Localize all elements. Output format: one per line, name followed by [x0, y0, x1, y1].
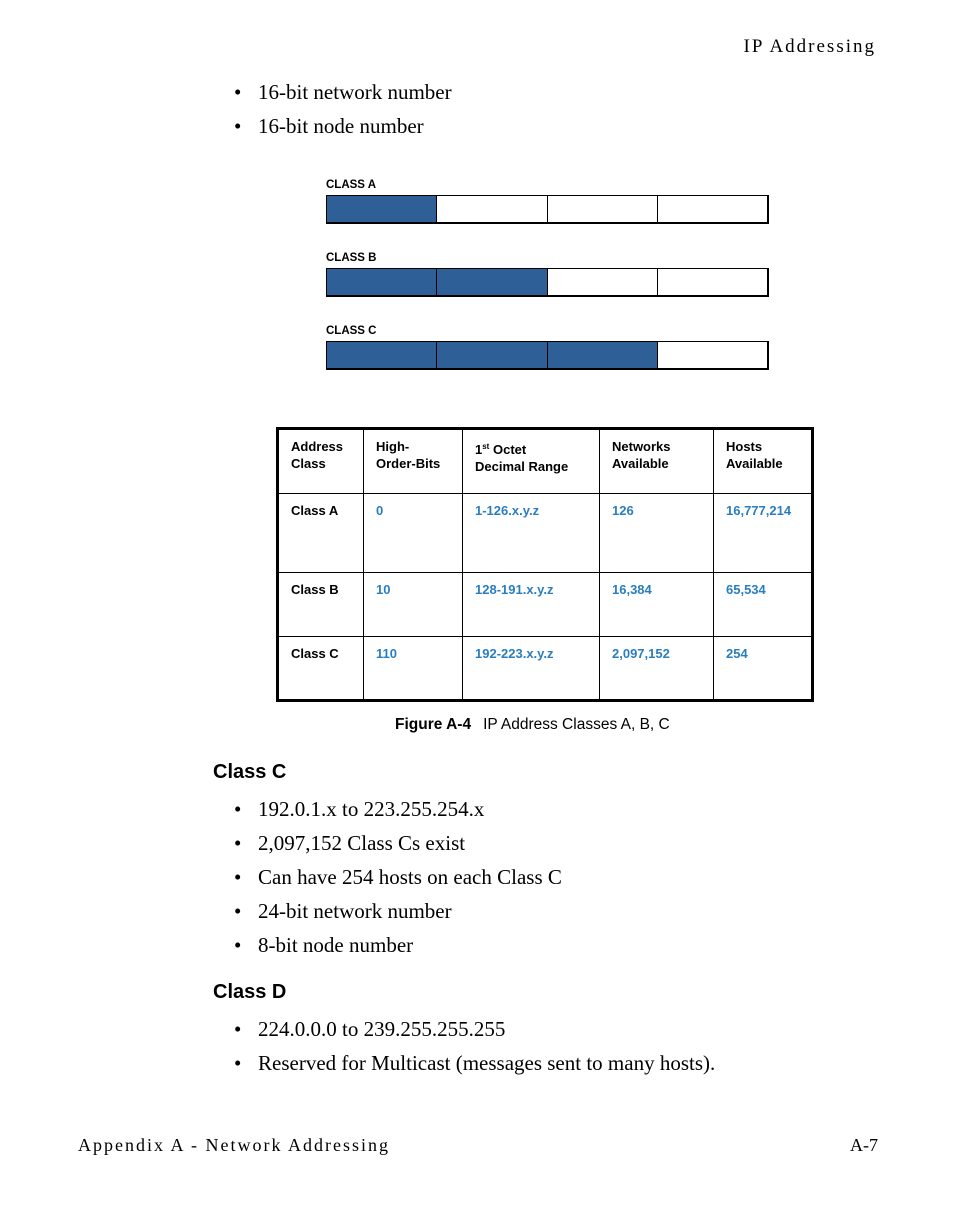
header-line: High- [376, 439, 410, 454]
column-header-high-order-bits [364, 429, 463, 494]
bullet-icon: • [234, 797, 242, 821]
list-item [234, 899, 562, 933]
table-row [278, 637, 813, 701]
list-item-text: 24-bit network number [258, 899, 452, 923]
table-cell-range: 192-223.x.y.z [463, 637, 600, 701]
footer-chapter-title: Appendix A - Network Addressing [78, 1135, 390, 1155]
class-a-label: CLASS A [326, 179, 377, 191]
class-c-bullet-list [234, 797, 562, 967]
octet-row [326, 268, 769, 297]
list-item [234, 1051, 715, 1085]
octet-box [437, 196, 547, 222]
list-item-text: 192.0.1.x to 223.255.254.x [258, 797, 485, 821]
octet-box [327, 196, 437, 222]
table-cell-hosts: 254 [714, 637, 813, 701]
table-cell-networks: 16,384 [600, 573, 714, 637]
table-cell-bits: 110 [364, 637, 463, 701]
list-item [234, 1017, 715, 1051]
bullet-icon: • [234, 114, 242, 138]
header-line: Networks [612, 439, 671, 454]
octet-box [658, 196, 767, 222]
table-cell-networks: 126 [600, 494, 714, 573]
class-d-bullet-list [234, 1017, 715, 1085]
section-heading-class-c: Class C [213, 761, 287, 783]
figure-caption [395, 716, 670, 734]
bullet-icon: • [234, 933, 242, 957]
table-cell-hosts: 16,777,214 [714, 494, 813, 573]
bullet-icon: • [234, 1051, 242, 1075]
table-cell-range: 128-191.x.y.z [463, 573, 600, 637]
octet-row [326, 195, 769, 224]
header-line: Hosts [726, 439, 763, 454]
bullet-icon: • [234, 831, 242, 855]
header-line: 1 [475, 442, 483, 457]
octet-box [658, 342, 767, 368]
header-line: Available [612, 456, 669, 471]
octet-row [326, 341, 769, 370]
list-item-text: 16-bit network number [258, 80, 452, 104]
header-line: Decimal Range [475, 459, 569, 474]
header-line: Order-Bits [376, 456, 441, 471]
bullet-icon: • [234, 899, 242, 923]
class-b-diagram [326, 252, 769, 297]
table-row [278, 573, 813, 637]
table-row [278, 494, 813, 573]
list-item-text: 16-bit node number [258, 114, 424, 138]
superscript: st [482, 442, 490, 451]
figure-caption-text: IP Address Classes A, B, C [483, 716, 670, 733]
bullet-icon: • [234, 865, 242, 889]
header-line: Class [291, 456, 326, 471]
intro-bullet-list [234, 80, 452, 148]
class-a-diagram [326, 179, 769, 224]
figure-number: Figure A-4 [395, 716, 472, 733]
list-item-text: Reserved for Multicast (messages sent to many hosts). [258, 1051, 716, 1075]
table-cell-hosts: 65,534 [714, 573, 813, 637]
footer-page-number: A-7 [850, 1135, 878, 1155]
list-item [234, 797, 562, 831]
header-line: Address [291, 439, 344, 454]
table-cell-bits: 10 [364, 573, 463, 637]
list-item-text: 8-bit node number [258, 933, 414, 957]
list-item [234, 831, 562, 865]
column-header-networks-available [600, 429, 714, 494]
header-line: Available [726, 456, 783, 471]
bullet-icon: • [234, 1017, 242, 1041]
octet-box [437, 269, 547, 295]
address-class-table [276, 427, 814, 702]
list-item [234, 80, 452, 114]
octet-box [548, 342, 658, 368]
list-item [234, 114, 452, 148]
bullet-icon: • [234, 80, 242, 104]
column-header-hosts-available [714, 429, 813, 494]
octet-box [327, 269, 437, 295]
class-c-diagram [326, 325, 769, 370]
octet-box [437, 342, 547, 368]
column-header-address-class [278, 429, 364, 494]
header-line: Octet [489, 442, 527, 457]
table-cell-class: Class A [278, 494, 364, 573]
octet-box [548, 269, 658, 295]
running-header: IP Addressing [743, 36, 876, 57]
list-item-text: 224.0.0.0 to 239.255.255.255 [258, 1017, 506, 1041]
column-header-octet-range [463, 429, 600, 494]
table-cell-class: Class C [278, 637, 364, 701]
class-b-label: CLASS B [326, 252, 377, 264]
list-item-text: 2,097,152 Class Cs exist [258, 831, 466, 855]
octet-box [548, 196, 658, 222]
table-cell-class: Class B [278, 573, 364, 637]
table-cell-range: 1-126.x.y.z [463, 494, 600, 573]
list-item-text: Can have 254 hosts on each Class C [258, 865, 562, 889]
list-item [234, 933, 562, 967]
table-cell-networks: 2,097,152 [600, 637, 714, 701]
octet-box [327, 342, 437, 368]
octet-box [658, 269, 767, 295]
list-item [234, 865, 562, 899]
table-header-row [278, 429, 813, 494]
class-c-label: CLASS C [326, 325, 377, 337]
section-heading-class-d: Class D [213, 981, 287, 1003]
table-cell-bits: 0 [364, 494, 463, 573]
